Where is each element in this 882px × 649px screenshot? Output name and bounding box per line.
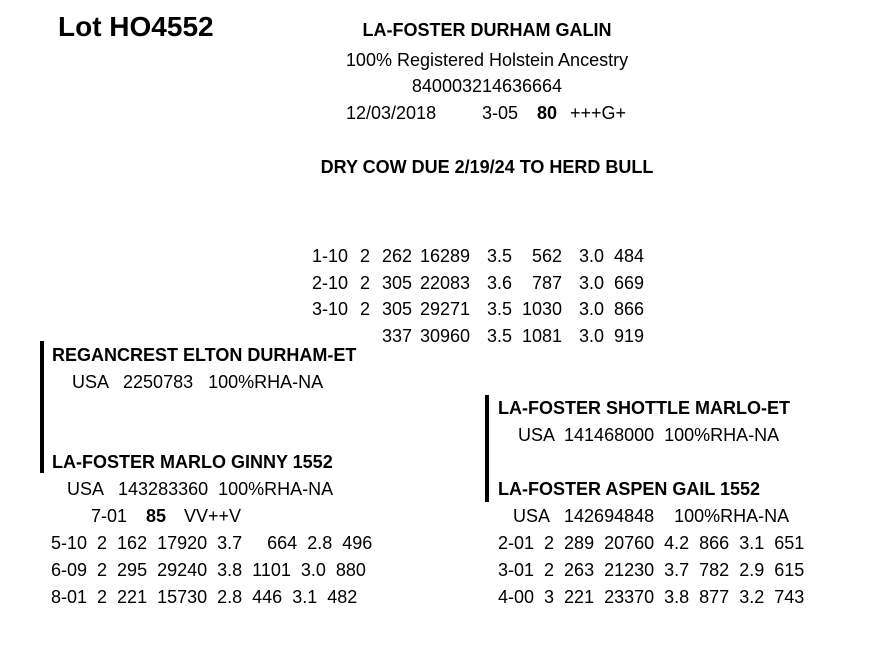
dams-dam-record-3: 4-00 3 221 23370 3.8 877 3.2 743 — [498, 587, 805, 607]
records-cell: 3.5 — [486, 246, 512, 266]
lot-title: Lot HO4552 — [58, 11, 214, 42]
records-cell: 305 — [381, 272, 412, 293]
dams-dam-record-2: 3-01 2 263 21230 3.7 782 2.9 615 — [498, 560, 805, 580]
records-cell: 866 — [613, 299, 644, 320]
classification-score: 80 — [537, 103, 558, 123]
breeding-status: DRY COW DUE 2/19/24 TO HERD BULL — [320, 157, 654, 177]
records-body — [312, 247, 644, 354]
classification-grade: +++G+ — [570, 103, 627, 123]
dam-class-age: 7-01 — [91, 506, 128, 526]
dams-sire-name: LA-FOSTER SHOTTLE MARLO-ET — [498, 398, 790, 418]
records-cell: 3.6 — [486, 272, 512, 293]
records-cell: 919 — [613, 326, 644, 347]
birthdate: 12/03/2018 — [346, 103, 437, 123]
records-row — [312, 247, 644, 274]
records-row — [312, 327, 644, 354]
classification-age: 3-05 — [482, 103, 519, 123]
dam-name: LA-FOSTER MARLO GINNY 1552 — [52, 452, 333, 472]
records-row — [312, 300, 644, 327]
pedigree-bracket-left — [40, 341, 44, 473]
records-cell: 484 — [613, 246, 644, 266]
records-cell: 2-10 — [312, 272, 349, 293]
dam-class-grade: VV++V — [184, 506, 242, 526]
records-cell: 305 — [381, 299, 412, 320]
ancestry-line: 100% Registered Holstein Ancestry — [345, 50, 629, 70]
records-cell: 787 — [531, 272, 562, 293]
dams-dam-info: USA 142694848 100%RHA-NA — [513, 506, 790, 526]
records-cell: 29271 — [419, 299, 470, 320]
dam-record-3: 8-01 2 221 15730 2.8 446 3.1 482 — [51, 587, 358, 607]
records-cell: 3.0 — [578, 246, 604, 266]
records-cell: 3-10 — [312, 299, 349, 320]
records-cell: 3.0 — [578, 299, 604, 320]
sire-info: USA 2250783 100%RHA-NA — [72, 372, 324, 392]
records-cell: 3.0 — [578, 326, 604, 347]
dam-class-score: 85 — [146, 506, 167, 526]
pedigree-bracket-right — [485, 395, 489, 502]
sire-name: REGANCREST ELTON DURHAM-ET — [52, 345, 357, 365]
registration-id: 840003214636664 — [411, 76, 563, 96]
dam-info: USA 143283360 100%RHA-NA — [67, 479, 334, 499]
records-cell: 3.0 — [578, 272, 604, 293]
records-cell: 16289 — [419, 246, 470, 266]
records-table — [312, 211, 644, 372]
records-cell: 262 — [381, 246, 412, 266]
records-cell: 2 — [359, 246, 370, 266]
records-cell: 669 — [613, 272, 644, 293]
records-cell: 1030 — [521, 299, 562, 320]
animal-name: LA-FOSTER DURHAM GALIN — [362, 20, 612, 40]
dams-dam-name: LA-FOSTER ASPEN GAIL 1552 — [498, 479, 761, 499]
records-cell: 562 — [531, 246, 562, 266]
dams-dam-record-1: 2-01 2 289 20760 4.2 866 3.1 651 — [498, 533, 805, 553]
records-cell: 30960 — [419, 326, 470, 347]
dam-record-1: 5-10 2 162 17920 3.7 664 2.8 496 — [51, 533, 373, 553]
records-cell: 2 — [359, 272, 370, 293]
records-row — [312, 274, 644, 301]
records-cell: 1-10 — [312, 246, 349, 266]
records-cell: 3.5 — [486, 326, 512, 347]
records-cell: 1081 — [521, 326, 562, 347]
records-cell: 2 — [359, 299, 370, 320]
records-cell: 337 — [381, 326, 412, 347]
records-cell: 3.5 — [486, 299, 512, 320]
dams-sire-info: USA 141468000 100%RHA-NA — [518, 425, 780, 445]
records-cell: 22083 — [419, 272, 470, 293]
dam-record-2: 6-09 2 295 29240 3.8 1101 3.0 880 — [51, 560, 366, 580]
